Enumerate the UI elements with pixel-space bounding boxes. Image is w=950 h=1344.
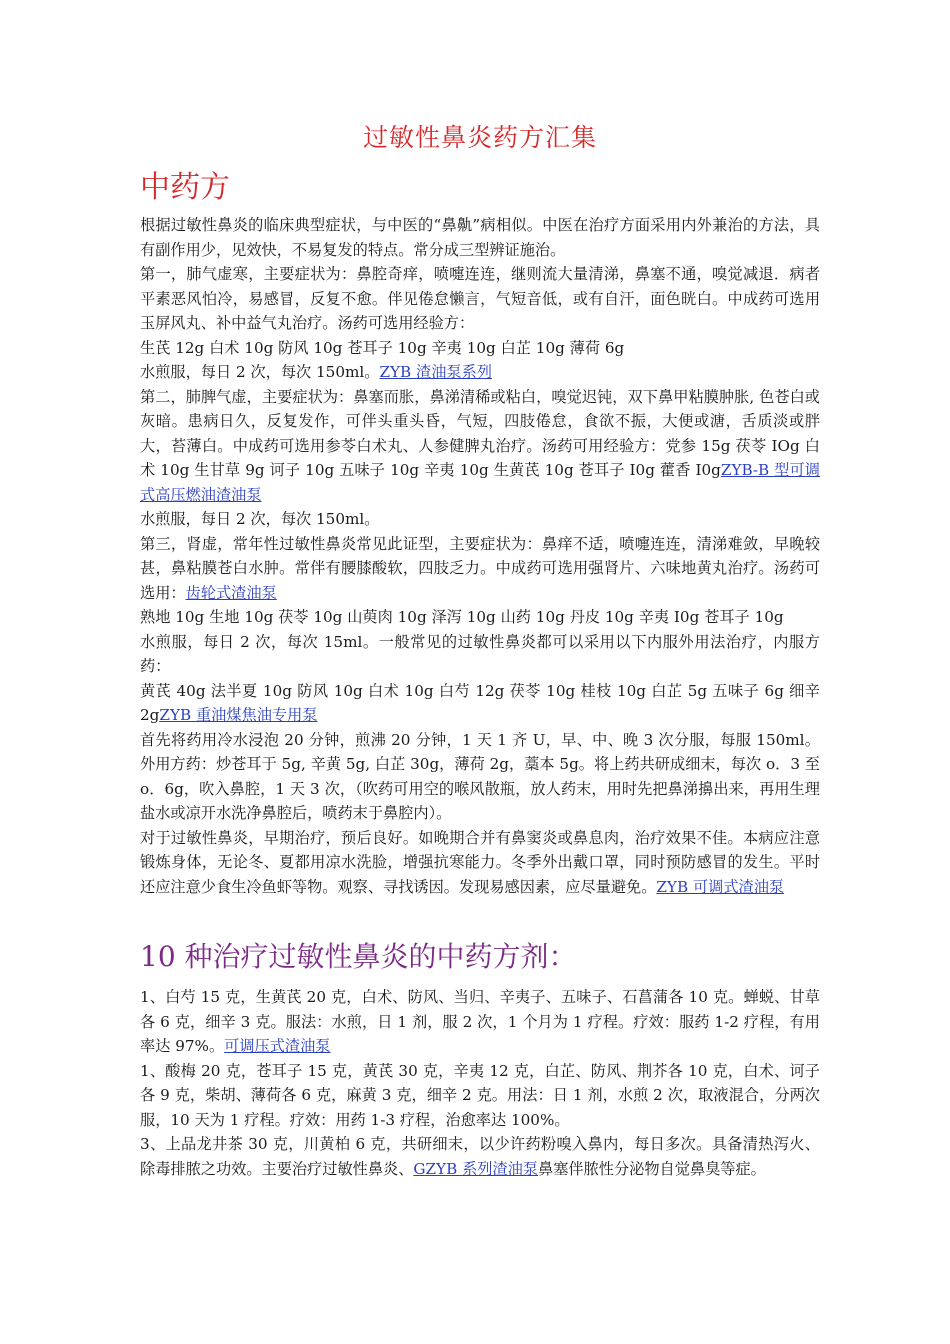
paragraph xyxy=(140,605,820,630)
paragraph-text: 黄芪 40g 法半夏 10g 防风 10g 白术 10g 白芍 12g 茯苓 10g 桂枝 10g 白芷 5g 五味子 6g 细辛 2g xyxy=(140,681,820,724)
paragraph xyxy=(140,630,820,679)
section1-body xyxy=(140,213,820,899)
paragraph-text: 水煎服，每日 2 次，每次 15ml。一般常见的过敏性鼻炎都可以采用以下内服外用法治疗，内服方药： xyxy=(140,632,820,675)
paragraph-text-tail: 鼻塞伴脓性分泌物自觉鼻臭等症。 xyxy=(538,1159,766,1178)
paragraph xyxy=(140,385,820,508)
prescription-item xyxy=(140,1059,820,1133)
paragraph-text: 第二，肺脾气虚，主要症状为：鼻塞而胀，鼻涕清稀或粘白，嗅觉迟钝，双下鼻甲粘膜肿胀, 色苍白或灰暗。患病日久，反复发作，可伴头重头昏，气短，四肢倦怠，食欲不振，大便或溏，舌质淡或胖大，苔薄白。中成药可选用参苓白术丸、人参健脾丸治疗。汤药可用经验方：党参 15g 茯苓 IOg 白术 10g 生甘草 9g 诃子 10g 五味子 10g 辛夷 10g 生黄芪 10g 苍耳子 I0g 藿香 I0g xyxy=(140,387,820,479)
paragraph-text: 水煎服，每日 2 次，每次 150ml。 xyxy=(140,363,380,381)
pump-link[interactable]: 可调压式渣油泵 xyxy=(224,1037,331,1055)
paragraph-text: 1、酸梅 20 克，苍耳子 15 克，黄芪 30 克，辛夷 12 克，白芷、防风、荆芥各 10 克，白术、诃子各 9 克，柴胡、薄荷各 6 克，麻黄 3 克，细辛 2 克。用法：日 1 剂，水煎 2 次，取液混合，分两次服，10 天为 1 疗程。疗效：用药 1-3 疗程，治愈率达 100%。 xyxy=(140,1061,820,1129)
paragraph-text: 对于过敏性鼻炎，早期治疗，预后良好。如晚期合并有鼻窦炎或鼻息肉，治疗效果不佳。本病应注意锻炼身体，无论冬、夏都用凉水洗脸，增强抗寒能力。冬季外出戴口罩，同时预防感冒的发生。平时还应注意少食生冷鱼虾等物。观察、寻找诱因。发现易感因素，应尽量避免。 xyxy=(140,828,820,896)
prescription-item xyxy=(140,985,820,1059)
pump-link[interactable]: ZYB 可调式渣油泵 xyxy=(656,877,785,896)
paragraph-text: 根据过敏性鼻炎的临床典型症状，与中医的“鼻鼽”病相似。中医在治疗方面采用内外兼治的方法，具有副作用少，见效快，不易复发的特点。常分成三型辨证施治。 xyxy=(140,216,820,259)
paragraph-text: 水煎服，每日 2 次，每次 150ml。 xyxy=(140,510,380,528)
pump-link[interactable]: ZYB 重油煤焦油专用泵 xyxy=(159,706,318,724)
paragraph xyxy=(140,507,820,532)
pump-link[interactable]: ZYB 渣油泵系列 xyxy=(379,363,492,381)
pump-link[interactable]: 齿轮式渣油泵 xyxy=(185,583,277,602)
paragraph xyxy=(140,213,820,262)
paragraph-text: 第三，肾虚，常年性过敏性鼻炎常见此证型，主要症状为：鼻痒不适，喷嚏连连，清涕难敛，早晚较甚，鼻粘膜苍白水肿。常伴有腰膝酸软，四肢乏力。中成药可选用强肾片、六味地黄丸治疗。汤药可选用： xyxy=(140,534,820,602)
section-heading-ten-prescriptions: 10 种治疗过敏性鼻炎的中药方剂： xyxy=(140,940,577,973)
paragraph-text: 1、白芍 15 克，生黄芪 20 克，白术、防风、当归、辛夷子、五味子、石菖蒲各 10 克。蝉蜕、甘草各 6 克，细辛 3 克。服法：水煎，日 1 剂，服 2 次，1 个月为 1 疗程。疗效：服药 1-2 疗程，有用率达 97%。 xyxy=(140,988,820,1055)
paragraph-text: 熟地 10g 生地 10g 茯苓 10g 山萸肉 10g 泽泻 10g 山药 10g 丹皮 10g 辛夷 I0g 苍耳子 10g xyxy=(140,608,784,626)
pump-link[interactable]: GZYB 系列渣油泵 xyxy=(413,1159,539,1178)
paragraph-text: 生芪 12g 白术 10g 防风 10g 苍耳子 10g 辛夷 10g 白芷 10g 薄荷 6g xyxy=(140,338,625,357)
document-title: 过敏性鼻炎药方汇集 xyxy=(362,123,597,152)
paragraph xyxy=(140,336,820,361)
paragraph xyxy=(140,262,820,336)
section2-body xyxy=(140,985,820,1181)
paragraph xyxy=(140,532,820,606)
paragraph xyxy=(140,360,820,385)
paragraph-text: 3、上品龙井茶 30 克，川黄柏 6 克，共研细末，以少许药粉嗅入鼻内，每日多次。具备清热泻火、除毒排脓之功效。主要治疗过敏性鼻炎、 xyxy=(140,1135,820,1178)
paragraph xyxy=(140,679,820,728)
prescription-item xyxy=(140,1132,820,1181)
section-heading-chinese-prescriptions: 中药方 xyxy=(140,170,230,205)
paragraph xyxy=(140,826,820,900)
paragraph-text: 首先将药用冷水浸泡 20 分钟，煎沸 20 分钟，1 天 1 齐 U，早、中、晚 3 次分服，每服 150ml。外用方药：炒苍耳于 5g, 辛黄 5g, 白芷 30g，薄荷 2g，藁本 5g。将上药共研成细末，每次 o．3 至 o．6g，吹入鼻腔，1 天 3 次，（吹药可用空的喉风散瓶，放人药末，用时先把鼻涕擤出来，再用生理盐水或凉开水洗净鼻腔后，喷药末于鼻腔内）。 xyxy=(140,730,820,822)
paragraph xyxy=(140,728,820,826)
pump-link[interactable]: ZYB-B 型可调式高压燃油渣油泵 xyxy=(140,461,820,504)
paragraph-text: 第一，肺气虚寒，主要症状为：鼻腔奇痒，喷嚏连连，继则流大量清涕，鼻塞不通，嗅觉减退．病者平素恶风怕冷，易感冒，反复不愈。伴见倦怠懒言，气短音低，或有自汗，面色晄白。中成药可选用玉屏风丸、补中益气丸治疗。汤药可选用经验方： xyxy=(140,265,820,332)
